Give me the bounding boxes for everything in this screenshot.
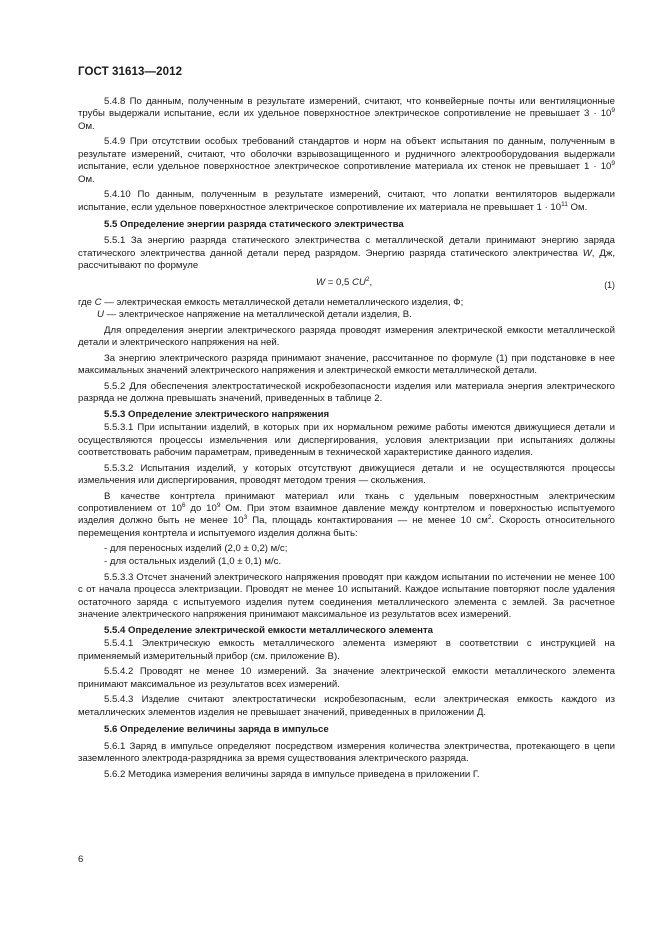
page-number: 6	[78, 854, 84, 865]
list-item-other: - для остальных изделий (1,0 ± 0,1) м/с.	[104, 556, 282, 568]
paragraph-5-6-2: 5.6.2 Методика измерения величины заряда в импульсе приведена в приложении Г.	[104, 768, 480, 780]
document-header: ГОСТ 31613—2012	[78, 66, 183, 78]
paragraph-energy-value: За энергию электрического разряда принимают значение, рассчитанное по формуле (1) при подстановке в нее максимальных значений электрического напряжения и электрической емкости металлической детали.	[78, 352, 615, 377]
paragraph-5-5-3-2: 5.5.3.2 Испытания изделий, у которых отсутствуют движущиеся детали и не осуществляются процессы измельчения или диспергирования, проводят методом трения — скольжения.	[78, 462, 615, 487]
formula-1	[78, 276, 615, 292]
paragraph-5-5-3-1: 5.5.3.1 При испытании изделий, в которых при их нормальном режиме работы имеются движущиеся детали и осуществляются процессы измельчения или диспергирования, условия электризации при испытаниях должны соответствовать рабочим параметрам, приведенным в технической характеристике данного изделия.	[78, 422, 615, 459]
formula-legend-c: где C — электрическая емкость металлической детали неметаллического изделия, Ф;	[78, 296, 464, 308]
paragraph-5-4-10: 5.4.10 По данным, полученным в результате измерений, считают, что лопатки вентиляторов выдержали испытание, если удельное поверхностное электрическое сопротивление их материала не превышает $1 \cdot 10^{11}$ Ом.	[78, 189, 615, 213]
paragraph-5-5-4-2: 5.5.4.2 Проводят не менее 10 измерений. За значение электрической емкости металлического элемента принимают максимальное из результатов всех измерений.	[78, 666, 615, 690]
paragraph-5-5-1: 5.5.1 За энергию разряда статического электричества с металлической детали принимают энергию заряда статического электричества данной детали перед разрядом. Энергию разряда статического электричества W, Дж, рассчитывают по формуле	[78, 235, 615, 272]
section-heading-5-5-3: 5.5.3 Определение электрического напряжения	[104, 408, 330, 420]
paragraph-5-6-1: 5.6.1 Заряд в импульсе определяют посредством измерения количества электричества, протекающего в цепи заземленного электрода-разрядника за время существования электрического разряда.	[78, 740, 615, 764]
document-body	[78, 96, 615, 784]
paragraph-5-5-4-1: 5.5.4.1 Электрическую емкость металлического элемента измеряют в соответствии с инструкцией на применяемый измерительный прибор (см. приложение В).	[78, 638, 615, 662]
section-heading-5-6: 5.6 Определение величины заряда в импульсе	[104, 724, 329, 736]
paragraph-5-4-9: 5.4.9 При отсутствии особых требований стандартов и норм на объект испытания по данным, полученным в результате измерений, считают, что оболочки взрывозащищенного и рудничного электрооборудования выдержали испытание, если удельное поверхностное электрическое сопротивление материала их стенок не превышает $1 \cdot 10^9$ Ом.	[78, 136, 615, 185]
paragraph-5-5-2: 5.5.2 Для обеспечения электростатической искробезопасности изделия или материала энергия электрического разряда не должна превышать значений, приведенных в таблице 2.	[78, 380, 615, 405]
paragraph-energy-measure: Для определения энергии электрического разряда проводят измерения электрической емкости металлической детали и электрического напряжения на ней.	[78, 324, 615, 349]
paragraph-5-5-3-3: 5.5.3.3 Отсчет значений электрического напряжения проводят при каждом испытании по истечении не менее 100 с от начала процесса электризации. Проводят не менее 10 испытаний. Каждое испытание повторяют после удаления остаточного заряда с испытуемого изделия путем соединения металлического элемента с землей. За расчетное значение электрического напряжения принимают максимальное из результатов всех измерений.	[78, 572, 615, 621]
section-heading-5-5-4: 5.5.4 Определение электрической емкости металлического элемента	[104, 624, 433, 636]
paragraph-counterbody: В качестве контртела принимают материал или ткань с удельным поверхностным электрическим сопротивлением от $10^6$ до $10^9$ Ом. При этом взаимное давление между контртелом и поверхностью испытуемого изделия должно быть не менее $10^3$ Па, площадь контактирования — не менее 10 $см^2$. Скорость относительного перемещения контртела и испытуемого изделия должна быть:	[78, 490, 615, 539]
paragraph-5-4-8: 5.4.8 По данным, полученным в результате измерений, считают, что конвейерные почты или вентиляционные трубы выдержали испытание, если их удельное поверхностное электрическое сопротивление не превышает $3 \cdot 10^9$ Ом.	[78, 96, 615, 132]
section-heading-5-5: 5.5 Определение энергии разряда статического электричества	[104, 219, 404, 231]
formula-number: (1)	[604, 279, 615, 290]
formula-expression: W = 0,5 $CU^2$,	[316, 275, 373, 288]
paragraph-5-5-4-3: 5.5.4.3 Изделие считают электростатически искробезопасным, если электрическая емкость каждого из металлических элементов изделия не превышает значений, приведенных в приложении Д.	[78, 694, 615, 718]
formula-legend-u: U — электрическое напряжение на металлической детали изделия, В.	[97, 309, 412, 321]
list-item-portable: - для переносных изделий (2,0 ± 0,2) м/с;	[104, 543, 288, 555]
